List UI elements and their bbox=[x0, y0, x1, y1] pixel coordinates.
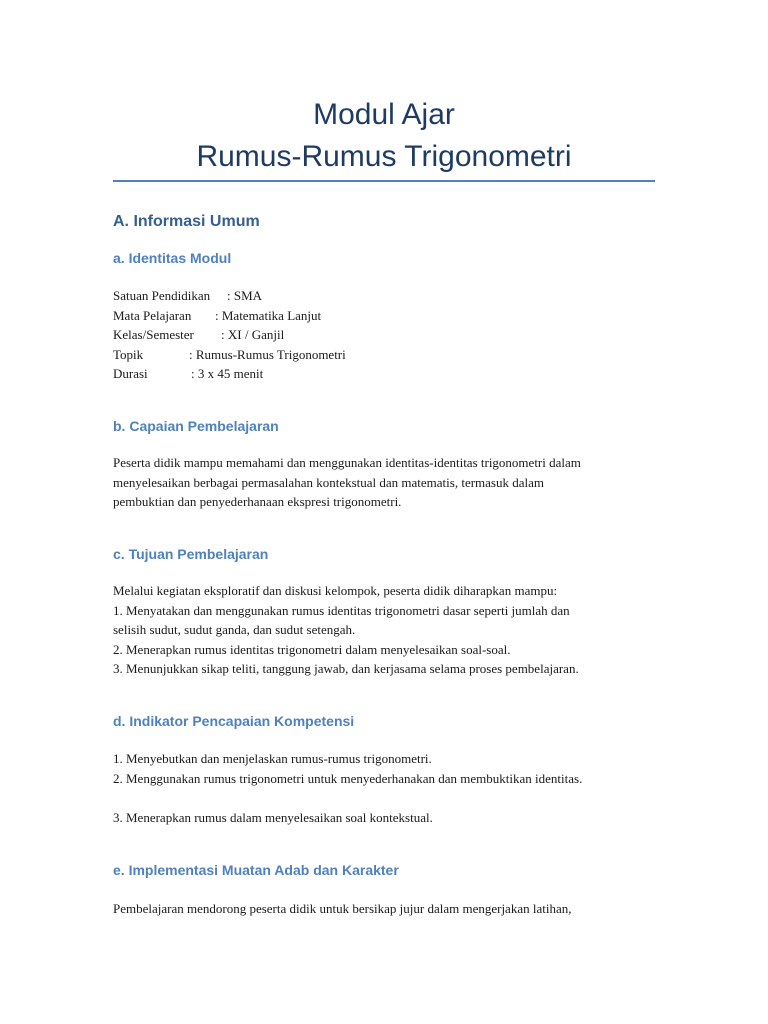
paragraph-line: pembuktian dan penyederhanaan ekspresi trigonometri. bbox=[113, 494, 402, 509]
capaian-paragraph bbox=[113, 453, 673, 512]
paragraph-line: Melalui kegiatan eksploratif dan diskusi kelompok, peserta didik diharapkan mampu: bbox=[113, 583, 558, 598]
identitas-row bbox=[113, 364, 673, 384]
document-title-line-1: Modul Ajar bbox=[313, 98, 455, 131]
title-divider bbox=[113, 180, 655, 182]
section-heading-informasi-umum: A. Informasi Umum bbox=[113, 213, 260, 230]
paragraph-line: Peserta didik mampu memahami dan menggunakan identitas-identitas trigonometri dalam bbox=[113, 455, 581, 470]
identitas-key: Durasi bbox=[113, 366, 148, 381]
identitas-value: : SMA bbox=[227, 288, 263, 303]
identitas-value: : Rumus-Rumus Trigonometri bbox=[189, 346, 346, 362]
identitas-key: Topik bbox=[113, 346, 144, 362]
identitas-key: Satuan Pendidikan bbox=[113, 288, 211, 303]
list-item: 1. Menyebutkan dan menjelaskan rumus-rumus trigonometri. bbox=[113, 751, 432, 766]
identitas-row bbox=[113, 286, 673, 306]
identitas-key: Mata Pelajaran bbox=[113, 307, 192, 323]
identitas-value: : Matematika Lanjut bbox=[215, 307, 322, 323]
paragraph-line: Pembelajaran mendorong peserta didik untuk bersikap jujur dalam mengerjakan latihan, bbox=[113, 901, 572, 916]
paragraph-line: 2. Menerapkan rumus identitas trigonometri dalam menyelesaikan soal-soal. bbox=[113, 641, 511, 657]
paragraph-line: selisih sudut, sudut ganda, dan sudut setengah. bbox=[113, 622, 356, 637]
subheading-implementasi-adab: e. Implementasi Muatan Adab dan Karakter bbox=[113, 862, 399, 878]
identitas-value: : XI / Ganjil bbox=[221, 327, 285, 342]
paragraph-line: 3. Menunjukkan sikap teliti, tanggung jawab, dan kerjasama selama proses pembelajaran. bbox=[113, 661, 579, 676]
indikator-list bbox=[113, 749, 673, 827]
paragraph-line: menyelesaikan berbagai permasalahan kontekstual dan matematis, termasuk dalam bbox=[113, 474, 545, 490]
subheading-indikator-pencapaian: d. Indikator Pencapaian Kompetensi bbox=[113, 713, 355, 729]
identitas-value: : 3 x 45 menit bbox=[191, 366, 264, 381]
paragraph-line: 1. Menyatakan dan menggunakan rumus identitas trigonometri dasar seperti jumlah dan bbox=[113, 602, 570, 618]
list-item: 3. Menerapkan rumus dalam menyelesaikan soal kontekstual. bbox=[113, 809, 433, 825]
identitas-table bbox=[113, 286, 673, 384]
implementasi-paragraph bbox=[113, 899, 673, 919]
document-title-line-2: Rumus-Rumus Trigonometri bbox=[196, 140, 572, 173]
list-item: 2. Menggunakan rumus trigonometri untuk menyederhanakan dan membuktikan identitas. bbox=[113, 770, 583, 786]
subheading-identitas-modul: a. Identitas Modul bbox=[113, 250, 232, 266]
subheading-tujuan-pembelajaran: c. Tujuan Pembelajaran bbox=[113, 546, 269, 562]
subheading-capaian-pembelajaran: b. Capaian Pembelajaran bbox=[113, 418, 279, 434]
identitas-row bbox=[113, 345, 673, 365]
identitas-row bbox=[113, 325, 673, 345]
identitas-key: Kelas/Semester bbox=[113, 327, 194, 342]
identitas-row bbox=[113, 306, 673, 326]
tujuan-paragraph bbox=[113, 581, 673, 679]
